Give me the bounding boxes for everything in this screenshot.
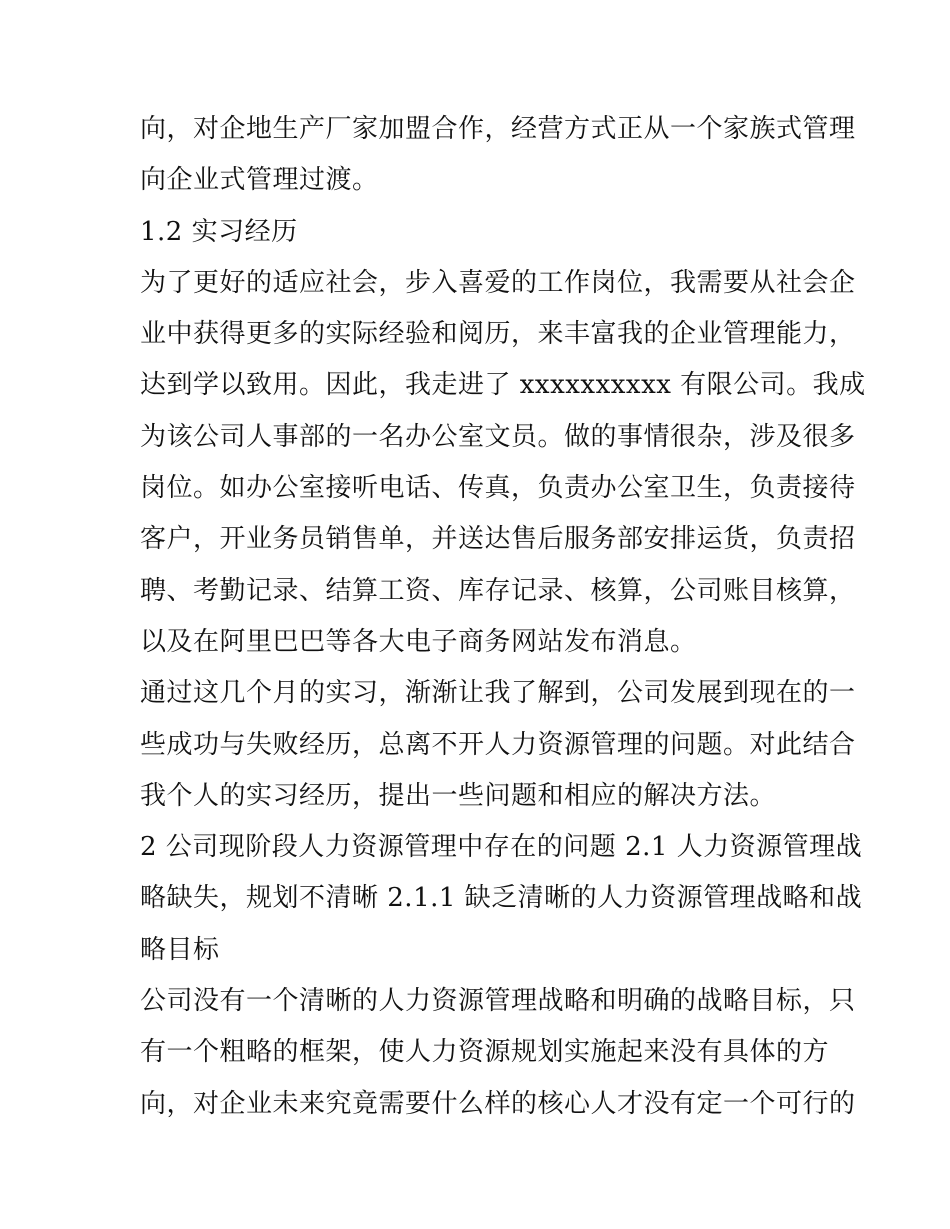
text-line-19: 有一个粗略的框架，使人力资源规划实施起来没有具体的方 bbox=[140, 1037, 830, 1068]
section-heading-2-cont: 略缺失，规划不清晰 2.1.1 缺乏清晰的人力资源管理战略和战 bbox=[140, 883, 863, 914]
text-line-9: 客户，开业务员销售单，并送达售后服务部安排运货，负责招 bbox=[140, 524, 856, 555]
text-line-5: 业中获得更多的实际经验和阅历，来丰富我的企业管理能力， bbox=[140, 319, 856, 350]
text-line-8: 岗位。如办公室接听电话、传真，负责办公室卫生，负责接待 bbox=[140, 473, 856, 504]
section-heading-2: 2 公司现阶段人力资源管理中存在的问题 2.1 人力资源管理战 bbox=[140, 832, 863, 863]
text-line-14: 我个人的实习经历，提出一些问题和相应的解决方法。 bbox=[140, 780, 777, 811]
section-heading-2-end: 略目标 bbox=[140, 934, 220, 965]
text-line-10: 聘、考勤记录、结算工资、库存记录、核算，公司账目核算， bbox=[140, 575, 856, 606]
text-line-12: 通过这几个月的实习，渐渐让我了解到，公司发展到现在的一 bbox=[140, 678, 856, 709]
text-line-6: 达到学以致用。因此，我走进了 xxxxxxxxxx 有限公司。我成 bbox=[140, 370, 866, 401]
body-text bbox=[140, 104, 866, 1130]
text-line-2: 向企业式管理过渡。 bbox=[140, 165, 379, 196]
section-heading-1-2: 1.2 实习经历 bbox=[140, 216, 298, 247]
text-line-18: 公司没有一个清晰的人力资源管理战略和明确的战略目标，只 bbox=[140, 986, 856, 1017]
text-line-13: 些成功与失败经历，总离不开人力资源管理的问题。对此结合 bbox=[140, 729, 856, 760]
text-line-7: 为该公司人事部的一名办公室文员。做的事情很杂，涉及很多 bbox=[140, 421, 856, 452]
text-line-11: 以及在阿里巴巴等各大电子商务网站发布消息。 bbox=[140, 626, 697, 657]
text-line-4: 为了更好的适应社会，步入喜爱的工作岗位，我需要从社会企 bbox=[140, 267, 856, 298]
text-line-1: 向，对企地生产厂家加盟合作，经营方式正从一个家族式管理 bbox=[140, 114, 856, 144]
text-line-20: 向，对企业未来究竟需要什么样的核心人才没有定一个可行的 bbox=[140, 1088, 856, 1119]
